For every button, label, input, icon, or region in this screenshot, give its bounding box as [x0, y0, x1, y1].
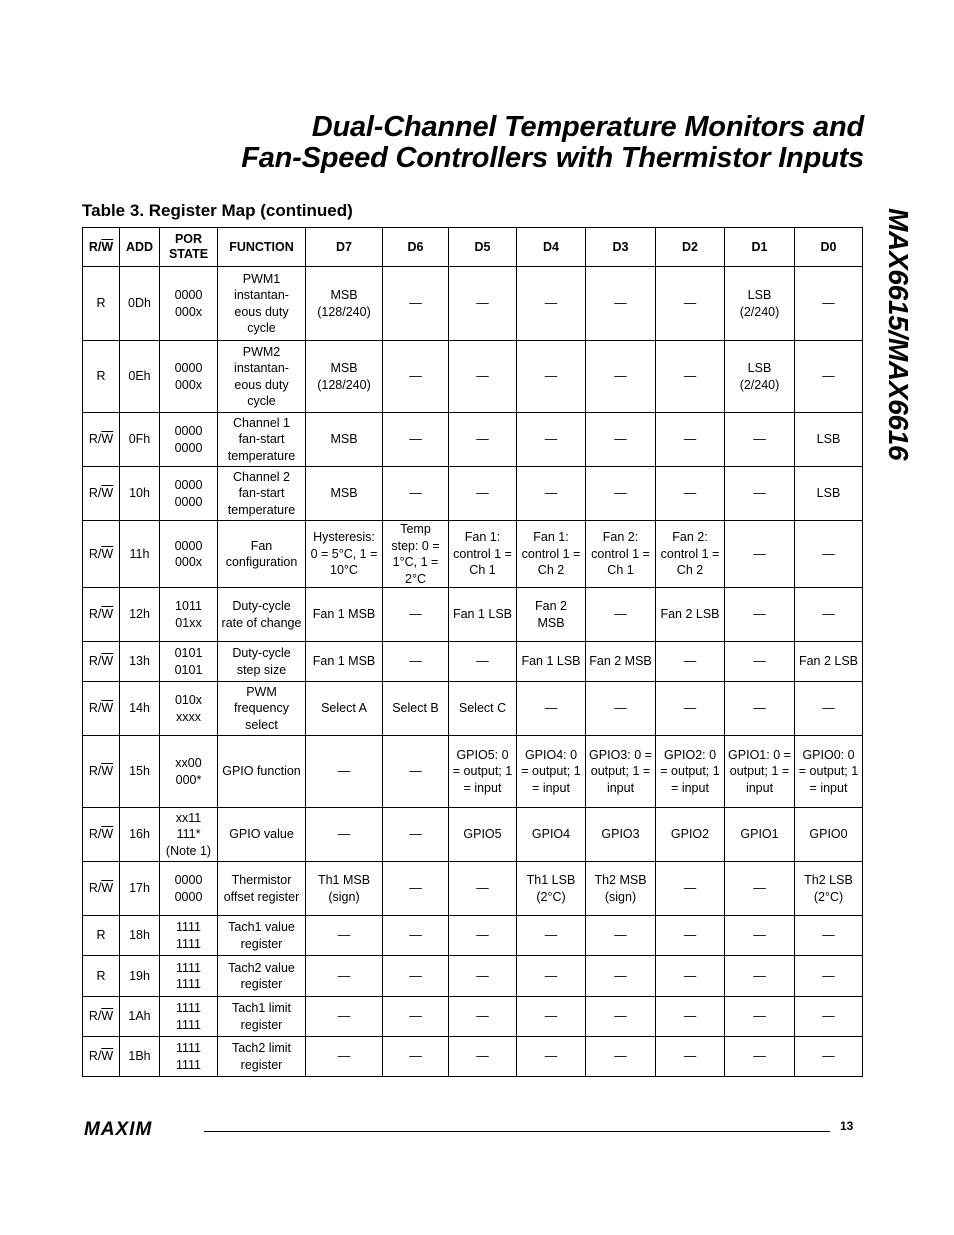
cell-d0: Th2 LSB (2°C): [795, 862, 863, 916]
cell-d5: —: [449, 267, 517, 341]
cell-d5: Select C: [449, 682, 517, 736]
cell-address: 18h: [120, 916, 160, 956]
header-add: ADD: [120, 228, 160, 267]
cell-d4: —: [517, 997, 586, 1037]
table-row: [83, 588, 863, 642]
cell-d3: —: [586, 467, 656, 521]
header-d5: D5: [449, 228, 517, 267]
cell-d7: —: [306, 916, 383, 956]
cell-d6: —: [383, 1037, 449, 1077]
cell-function: Channel 2 fan-start temperature: [218, 467, 306, 521]
cell-function: PWM1 instantan-eous duty cycle: [218, 267, 306, 341]
cell-address: 0Dh: [120, 267, 160, 341]
rw-text: R/: [88, 432, 102, 447]
cell-function: Duty-cycle step size: [218, 642, 306, 682]
title-line-2: Fan-Speed Controllers with Thermistor Inputs: [241, 142, 864, 174]
cell-function: Thermistor offset register: [218, 862, 306, 916]
table-header-row: [83, 228, 863, 267]
cell-d4: Fan 1: control 1 = Ch 2: [517, 521, 586, 588]
cell-address: 12h: [120, 588, 160, 642]
cell-rw: [83, 588, 120, 642]
cell-d5: —: [449, 956, 517, 997]
cell-d7: Fan 1 MSB: [306, 588, 383, 642]
cell-d6: —: [383, 413, 449, 467]
cell-rw: [83, 682, 120, 736]
table-row: [83, 862, 863, 916]
rw-overbar-text: $\overline{W}$: [101, 654, 114, 669]
header-d3: D3: [586, 228, 656, 267]
cell-d7: Th1 MSB (sign): [306, 862, 383, 916]
cell-address: 0Fh: [120, 413, 160, 467]
table-row: [83, 267, 863, 341]
rw-overbar-text: $\overline{W}$: [101, 432, 114, 447]
cell-d4: —: [517, 467, 586, 521]
cell-function: GPIO value: [218, 808, 306, 862]
cell-d3: —: [586, 341, 656, 413]
cell-d1: —: [725, 642, 795, 682]
cell-d1: —: [725, 588, 795, 642]
header-d6: D6: [383, 228, 449, 267]
cell-d6: —: [383, 862, 449, 916]
table-row: [83, 413, 863, 467]
register-map-table: [82, 227, 863, 1077]
header-por-state: POR STATE: [160, 228, 218, 267]
rw-text: R/: [88, 827, 102, 842]
cell-d0: LSB: [795, 413, 863, 467]
rw-overbar-text: $\overline{W}$: [101, 764, 114, 779]
cell-d4: —: [517, 413, 586, 467]
table-row: [83, 808, 863, 862]
cell-rw: [83, 997, 120, 1037]
cell-d4: Th1 LSB (2°C): [517, 862, 586, 916]
rw-text: R/: [88, 1049, 102, 1064]
header-d4: D4: [517, 228, 586, 267]
cell-d6: —: [383, 997, 449, 1037]
cell-d6: —: [383, 736, 449, 808]
footer-rule: [204, 1131, 830, 1132]
cell-d2: —: [656, 956, 725, 997]
cell-d5: —: [449, 916, 517, 956]
cell-d7: MSB (128/240): [306, 341, 383, 413]
rw-text: R/: [88, 654, 102, 669]
cell-d3: —: [586, 267, 656, 341]
rw-overbar-text: $\overline{W}$: [101, 881, 114, 896]
cell-function: Tach1 limit register: [218, 997, 306, 1037]
cell-por-state: 1111 1111: [160, 997, 218, 1037]
rw-overbar-text: $\overline{W}$: [101, 486, 114, 501]
cell-d6: —: [383, 588, 449, 642]
cell-d0: —: [795, 267, 863, 341]
cell-rw: [83, 521, 120, 588]
cell-por-state: 0000 000x: [160, 341, 218, 413]
cell-d0: —: [795, 916, 863, 956]
table-row: [83, 916, 863, 956]
cell-address: 14h: [120, 682, 160, 736]
cell-address: 13h: [120, 642, 160, 682]
cell-d7: —: [306, 1037, 383, 1077]
cell-rw: [83, 956, 120, 997]
cell-d1: GPIO1: 0 = output; 1 = input: [725, 736, 795, 808]
table-row: [83, 1037, 863, 1077]
cell-d3: —: [586, 997, 656, 1037]
cell-por-state: 0000 0000: [160, 467, 218, 521]
cell-function: PWM2 instantan-eous duty cycle: [218, 341, 306, 413]
cell-d7: —: [306, 956, 383, 997]
cell-d5: —: [449, 642, 517, 682]
cell-d2: —: [656, 997, 725, 1037]
header-function: FUNCTION: [218, 228, 306, 267]
cell-d0: GPIO0: [795, 808, 863, 862]
cell-d3: GPIO3: [586, 808, 656, 862]
rw-text: R: [96, 928, 106, 943]
cell-d3: —: [586, 956, 656, 997]
cell-address: 1Ah: [120, 997, 160, 1037]
cell-d1: —: [725, 862, 795, 916]
cell-d0: LSB: [795, 467, 863, 521]
table-row: [83, 521, 863, 588]
cell-d0: —: [795, 341, 863, 413]
table-row: [83, 736, 863, 808]
cell-d2: —: [656, 467, 725, 521]
table-row: [83, 642, 863, 682]
rw-overbar-text: $\overline{W}$: [101, 1049, 114, 1064]
cell-por-state: xx00 000*: [160, 736, 218, 808]
cell-rw: [83, 862, 120, 916]
cell-d7: Hysteresis: 0 = 5°C, 1 = 10°C: [306, 521, 383, 588]
cell-d2: Fan 2: control 1 = Ch 2: [656, 521, 725, 588]
cell-d4: —: [517, 267, 586, 341]
cell-address: 15h: [120, 736, 160, 808]
cell-d0: GPIO0: 0 = output; 1 = input: [795, 736, 863, 808]
cell-d4: Fan 1 LSB: [517, 642, 586, 682]
cell-d6: Temp step: 0 = 1°C, 1 = 2°C: [383, 521, 449, 588]
cell-d2: Fan 2 LSB: [656, 588, 725, 642]
maxim-logo: MAXIM: [84, 1119, 153, 1140]
cell-por-state: 010x xxxx: [160, 682, 218, 736]
cell-d4: GPIO4: [517, 808, 586, 862]
rw-text: R/: [88, 764, 102, 779]
rw-text: R/: [88, 701, 102, 716]
cell-function: Channel 1 fan-start temperature: [218, 413, 306, 467]
cell-d1: —: [725, 467, 795, 521]
header-rw: $R/\overline{W}$: [83, 228, 120, 267]
cell-d2: —: [656, 916, 725, 956]
cell-function: Duty-cycle rate of change: [218, 588, 306, 642]
cell-d4: —: [517, 1037, 586, 1077]
rw-text: R: [96, 369, 106, 384]
cell-address: 11h: [120, 521, 160, 588]
cell-rw: [83, 736, 120, 808]
cell-d1: —: [725, 997, 795, 1037]
rw-text: R: [96, 968, 106, 983]
cell-function: Tach2 value register: [218, 956, 306, 997]
cell-d0: —: [795, 521, 863, 588]
cell-function: Tach1 value register: [218, 916, 306, 956]
rw-text: R/: [88, 607, 102, 622]
cell-d2: GPIO2: [656, 808, 725, 862]
cell-d3: Th2 MSB (sign): [586, 862, 656, 916]
cell-function: Tach2 limit register: [218, 1037, 306, 1077]
cell-d4: —: [517, 916, 586, 956]
rw-overbar-text: $\overline{W}$: [101, 546, 114, 561]
cell-d7: Select A: [306, 682, 383, 736]
cell-d6: —: [383, 808, 449, 862]
cell-d1: GPIO1: [725, 808, 795, 862]
rw-text: R/: [88, 546, 102, 561]
cell-d5: —: [449, 413, 517, 467]
cell-d4: —: [517, 956, 586, 997]
header-d0: D0: [795, 228, 863, 267]
cell-d7: MSB: [306, 413, 383, 467]
cell-address: 19h: [120, 956, 160, 997]
rw-text: R: [96, 296, 106, 311]
cell-d3: Fan 2 MSB: [586, 642, 656, 682]
cell-rw: [83, 413, 120, 467]
cell-d6: —: [383, 642, 449, 682]
cell-rw: [83, 916, 120, 956]
cell-address: 0Eh: [120, 341, 160, 413]
cell-d7: —: [306, 808, 383, 862]
cell-d0: —: [795, 1037, 863, 1077]
cell-d5: Fan 1 LSB: [449, 588, 517, 642]
cell-d6: —: [383, 956, 449, 997]
cell-d3: —: [586, 413, 656, 467]
page-number: 13: [840, 1119, 854, 1133]
table-row: [83, 341, 863, 413]
cell-d3: —: [586, 588, 656, 642]
cell-d1: —: [725, 682, 795, 736]
cell-d5: —: [449, 1037, 517, 1077]
cell-d2: —: [656, 862, 725, 916]
cell-address: 17h: [120, 862, 160, 916]
header-d2: D2: [656, 228, 725, 267]
cell-rw: [83, 341, 120, 413]
cell-por-state: 0000 000x: [160, 521, 218, 588]
cell-d1: —: [725, 413, 795, 467]
cell-d4: —: [517, 341, 586, 413]
cell-d5: GPIO5: [449, 808, 517, 862]
cell-d3: —: [586, 1037, 656, 1077]
cell-por-state: 1111 1111: [160, 916, 218, 956]
cell-d6: —: [383, 267, 449, 341]
cell-d2: —: [656, 413, 725, 467]
cell-por-state: 0000 0000: [160, 862, 218, 916]
table-row: [83, 997, 863, 1037]
cell-address: 16h: [120, 808, 160, 862]
cell-d3: —: [586, 682, 656, 736]
cell-d0: —: [795, 682, 863, 736]
cell-d0: —: [795, 956, 863, 997]
cell-d0: —: [795, 588, 863, 642]
cell-d1: —: [725, 916, 795, 956]
cell-por-state: 1111 1111: [160, 956, 218, 997]
cell-d1: LSB (2/240): [725, 341, 795, 413]
cell-d2: —: [656, 682, 725, 736]
rw-overbar-text: $\overline{W}$: [101, 827, 114, 842]
part-number-text: MAX6615/MAX6616: [883, 208, 914, 461]
cell-d7: —: [306, 997, 383, 1037]
cell-d3: Fan 2: control 1 = Ch 1: [586, 521, 656, 588]
cell-por-state: 1011 01xx: [160, 588, 218, 642]
table-caption: Table 3. Register Map (continued): [82, 201, 353, 220]
cell-d4: —: [517, 682, 586, 736]
cell-d1: —: [725, 1037, 795, 1077]
table-body: [83, 267, 863, 1077]
cell-d6: Select B: [383, 682, 449, 736]
cell-d5: GPIO5: 0 = output; 1 = input: [449, 736, 517, 808]
cell-d4: GPIO4: 0 = output; 1 = input: [517, 736, 586, 808]
cell-d1: LSB (2/240): [725, 267, 795, 341]
cell-d6: —: [383, 916, 449, 956]
cell-d2: —: [656, 341, 725, 413]
header-d1: D1: [725, 228, 795, 267]
cell-d7: MSB: [306, 467, 383, 521]
cell-function: GPIO function: [218, 736, 306, 808]
cell-d5: —: [449, 467, 517, 521]
cell-por-state: 0000 000x: [160, 267, 218, 341]
rw-text: R/: [88, 881, 102, 896]
cell-d1: —: [725, 521, 795, 588]
cell-d4: Fan 2 MSB: [517, 588, 586, 642]
header-d7: D7: [306, 228, 383, 267]
cell-por-state: xx11 111* (Note 1): [160, 808, 218, 862]
cell-address: 1Bh: [120, 1037, 160, 1077]
cell-d7: —: [306, 736, 383, 808]
cell-d3: GPIO3: 0 = output; 1 = input: [586, 736, 656, 808]
cell-rw: [83, 642, 120, 682]
rw-text: R/: [88, 1009, 102, 1024]
cell-rw: [83, 267, 120, 341]
cell-por-state: 1111 1111: [160, 1037, 218, 1077]
rw-text: R/: [88, 486, 102, 501]
cell-d2: —: [656, 1037, 725, 1077]
cell-d6: —: [383, 467, 449, 521]
cell-d2: GPIO2: 0 = output; 1 = input: [656, 736, 725, 808]
cell-d5: —: [449, 341, 517, 413]
rw-overbar-text: $\overline{W}$: [101, 1009, 114, 1024]
cell-por-state: 0101 0101: [160, 642, 218, 682]
cell-d5: —: [449, 862, 517, 916]
cell-d2: —: [656, 642, 725, 682]
cell-d1: —: [725, 956, 795, 997]
part-number-side-label: [883, 208, 913, 528]
cell-function: PWM frequency select: [218, 682, 306, 736]
title-line-1: Dual-Channel Temperature Monitors and: [311, 111, 864, 143]
cell-d6: —: [383, 341, 449, 413]
cell-d0: Fan 2 LSB: [795, 642, 863, 682]
rw-overbar-text: $\overline{W}$: [101, 701, 114, 716]
page-title: [100, 112, 864, 174]
cell-rw: [83, 1037, 120, 1077]
cell-d2: —: [656, 267, 725, 341]
table-row: [83, 467, 863, 521]
cell-rw: [83, 467, 120, 521]
cell-address: 10h: [120, 467, 160, 521]
cell-d5: —: [449, 997, 517, 1037]
table-row: [83, 682, 863, 736]
cell-d3: —: [586, 916, 656, 956]
cell-por-state: 0000 0000: [160, 413, 218, 467]
cell-d7: MSB (128/240): [306, 267, 383, 341]
table-row: [83, 956, 863, 997]
cell-d7: Fan 1 MSB: [306, 642, 383, 682]
cell-d5: Fan 1: control 1 = Ch 1: [449, 521, 517, 588]
cell-function: Fan configuration: [218, 521, 306, 588]
cell-rw: [83, 808, 120, 862]
cell-d0: —: [795, 997, 863, 1037]
rw-overbar-text: $\overline{W}$: [101, 607, 114, 622]
